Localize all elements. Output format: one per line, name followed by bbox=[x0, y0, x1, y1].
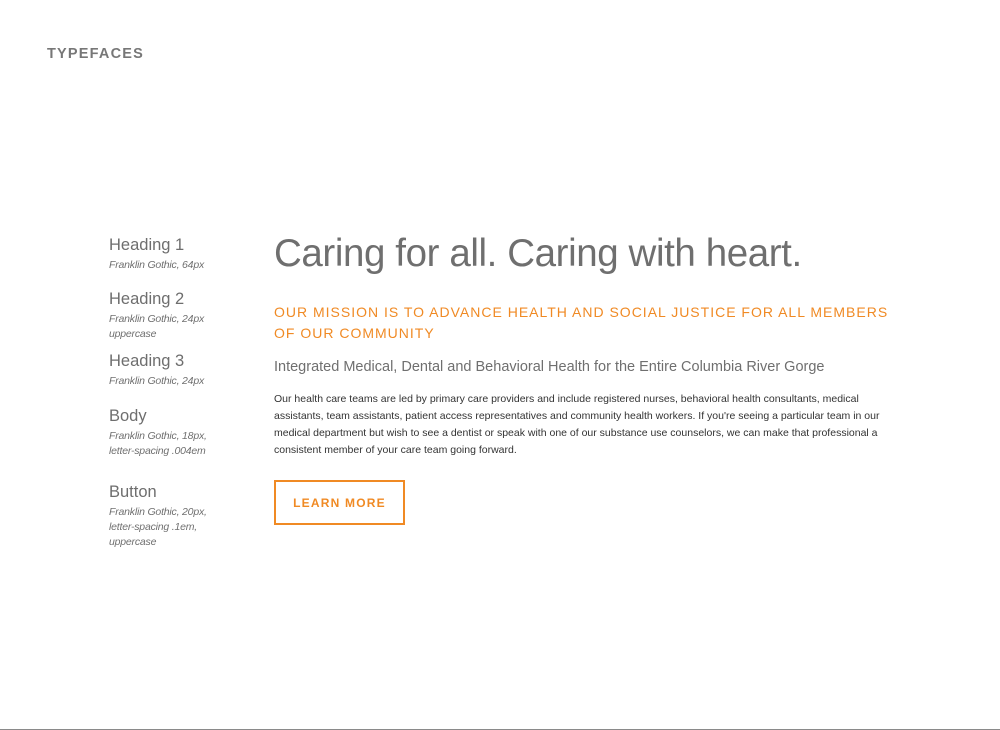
heading-3-sample: Integrated Medical, Dental and Behavioral Health for the Entire Columbia River Gorge bbox=[274, 359, 825, 375]
spec-description bbox=[109, 505, 259, 550]
spec-label: Heading 1 bbox=[109, 236, 185, 254]
spec-description-line: letter-spacing .004em bbox=[109, 445, 206, 457]
spec-label: Button bbox=[109, 483, 157, 501]
spec-description bbox=[109, 258, 259, 273]
spec-heading-3 bbox=[109, 351, 259, 389]
spec-description-line: Franklin Gothic, 18px, bbox=[109, 430, 207, 442]
spec-label: Heading 2 bbox=[109, 290, 185, 308]
spec-description bbox=[109, 429, 259, 459]
body-sample: Our health care teams are led by primary care providers and include registered nurses, behavioral health consultants, medical assistants, team assistants, patient access representatives and community health workers. If you're seeing a particular team in our medical department but wish to see a dentist or speak with one of our substance use counselors, we can make that professional a consistent member of your care team going forward. bbox=[274, 393, 880, 456]
learn-more-button[interactable]: LEARN MORE bbox=[274, 480, 405, 525]
spec-description-line: letter-spacing .1em, bbox=[109, 521, 198, 533]
spec-label: Body bbox=[109, 407, 147, 425]
spec-label: Heading 3 bbox=[109, 352, 185, 370]
spec-heading-2 bbox=[109, 289, 259, 342]
spec-description-line: Franklin Gothic, 64px bbox=[109, 259, 205, 271]
spec-button bbox=[109, 482, 259, 550]
section-title: TYPEFACES bbox=[47, 46, 145, 62]
spec-description-line: Franklin Gothic, 20px, bbox=[109, 506, 207, 518]
spec-description bbox=[109, 374, 259, 389]
spec-description-line: Franklin Gothic, 24px bbox=[109, 313, 205, 325]
heading-1-sample: Caring for all. Caring with heart. bbox=[274, 232, 802, 275]
spec-heading-1 bbox=[109, 235, 259, 273]
heading-2-sample: OUR MISSION IS TO ADVANCE HEALTH AND SOCIAL JUSTICE FOR ALL MEMBERS OF OUR COMMUNITY bbox=[274, 304, 889, 341]
spec-body bbox=[109, 406, 259, 459]
spec-description-line: Franklin Gothic, 24px bbox=[109, 375, 205, 387]
spec-description bbox=[109, 312, 259, 342]
spec-description-line: uppercase bbox=[109, 536, 157, 548]
spec-description-line: uppercase bbox=[109, 328, 157, 340]
